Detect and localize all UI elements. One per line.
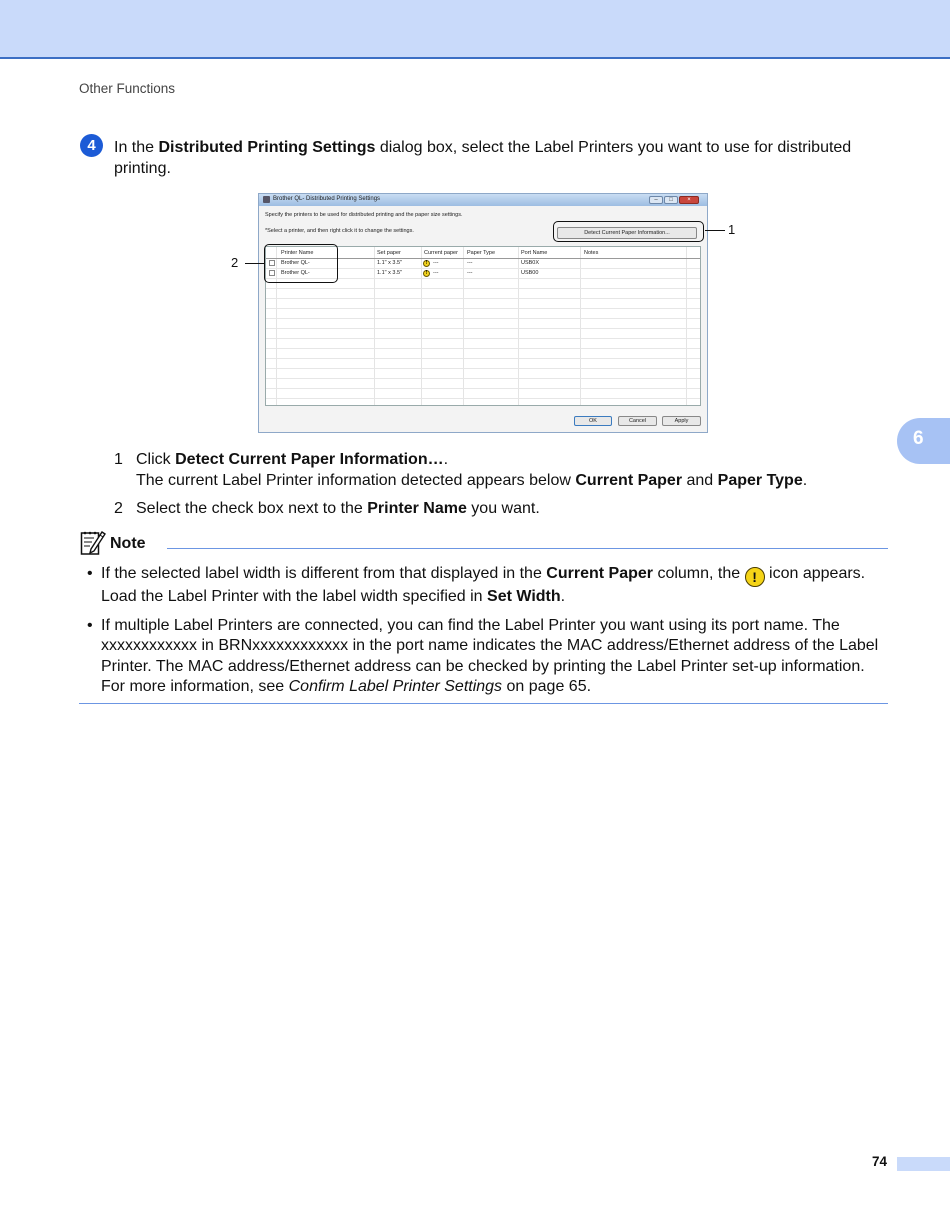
step-text: In the Distributed Printing Settings dialog box, select the Label Printers you want to use for distributed printing. [114,139,852,177]
col-notes: Notes [584,250,599,256]
note-bullet: • If the selected label width is different from that displayed in the Current Paper column, the ! icon appears. Load the Label Printer with the label width specified in Set Width. [87,565,866,605]
row-set-paper: 1.1" x 3.5" [377,270,403,276]
sub-step [114,449,894,491]
chapter-number: 6 [913,428,924,449]
col-printer-name: Printer Name [281,250,314,256]
note-divider-top [167,548,888,549]
col-set-paper: Set paper [377,250,401,256]
maximize-icon: □ [664,196,678,204]
note-bullet: • If multiple Label Printers are connected, you can find the Label Printer you want using its port name. The xxxxxxxxxxxx in BRNxxxxxxxxxxxx in the port name indicates the MAC address/Ethernet address of the Label Printer. The MAC address/Ethernet address can be checked by printing the Label Printer set-up information. For more information, see Confirm Label Printer Settings on page 65. [87,616,879,695]
row-paper-type: --- [467,270,473,276]
minimize-icon: – [649,196,663,204]
warning-icon: ! [423,260,430,267]
col-port-name: Port Name [521,250,548,256]
sub-step-line: The current Label Printer information detected appears below Current Paper and Paper Type. [136,472,808,489]
row-port: USB0X [521,260,540,266]
ok-button: OK [574,416,612,426]
dialog-instruction: Specify the printers to be used for distributed printing and the paper size settings. [265,212,463,218]
warning-icon: ! [423,270,430,277]
sub-step-line: Click Detect Current Paper Information…. [136,451,449,468]
warning-icon: ! [745,567,765,587]
note-divider-bottom [79,703,888,704]
section-title: Other Functions [79,81,176,96]
bullet-marker: • [87,616,93,634]
header-band [0,0,950,59]
sub-step-line: Select the check box next to the Printer Name you want. [136,500,540,517]
row-printer: Brother QL- [281,260,310,266]
dialog-titlebar [259,194,707,206]
callout-box-printer-name [264,244,338,283]
col-current-paper: Current paper [424,250,458,256]
page-number: 74 [872,1154,888,1169]
cross-reference-link[interactable]: Confirm Label Printer Settings [288,678,503,695]
footer-band [897,1157,950,1171]
cancel-button: Cancel [618,416,657,426]
col-paper-type: Paper Type [467,250,496,256]
dialog-hint: *Select a printer, and then right click it to change the settings. [265,228,414,234]
dialog-title: Brother QL- Distributed Printing Settings [273,196,381,202]
sub-step-number: 1 [114,451,123,468]
detect-paper-button: Detect Current Paper Information... [557,227,697,239]
printer-icon [263,196,270,203]
bullet-marker: • [87,565,93,582]
note-title: Note [110,535,146,552]
chapter-tab [897,418,950,464]
sub-step-number: 2 [114,500,123,517]
apply-button: Apply [662,416,701,426]
row-port: USB00 [521,270,539,276]
sub-steps [114,449,894,519]
note-bullets [87,564,887,698]
note-pencil-icon [80,529,106,556]
row-set-paper: 1.1" x 3.5" [377,260,403,266]
callout-number-1: 1 [728,222,736,237]
step-number-badge: 4 [80,134,103,157]
callout-line-1 [705,230,725,231]
row-printer: Brother QL- [281,270,310,276]
close-icon: × [679,196,699,204]
row-paper-type: --- [467,260,473,266]
callout-number-2: 2 [231,255,239,270]
callout-box-detect [553,221,704,242]
callout-line-2 [245,263,264,264]
row-current-paper: --- [433,260,439,266]
row-current-paper: --- [433,270,439,276]
sub-step [114,498,894,519]
